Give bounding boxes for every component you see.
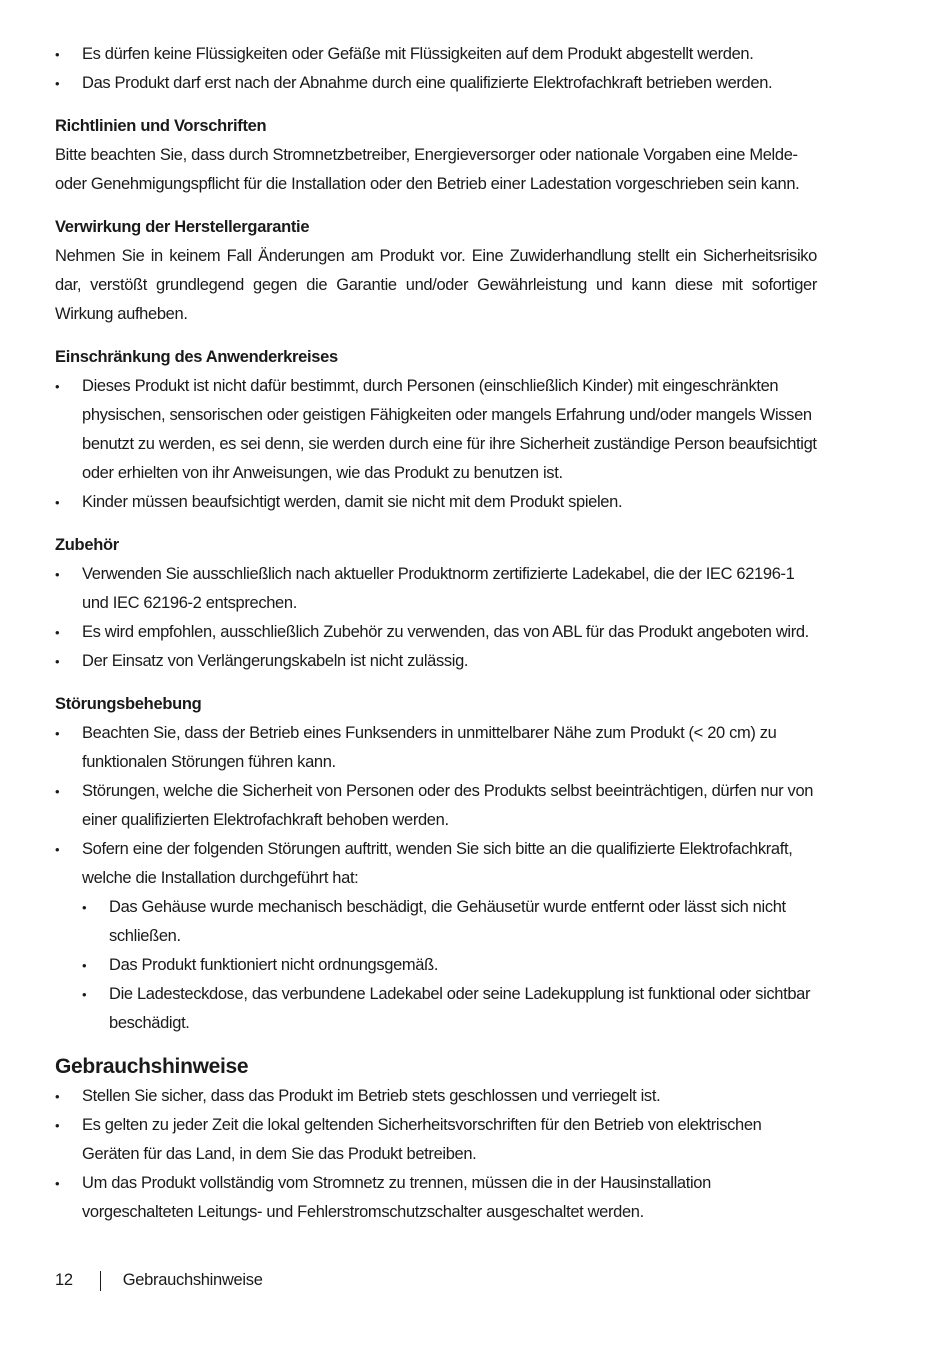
page-number: 12 [55,1271,73,1289]
zubehoer-list [55,560,817,676]
stoerung-list [55,719,817,1038]
stoerung-sublist [82,893,817,1038]
list-item: • Es dürfen keine Flüssigkeiten oder Gefäße mit Flüssigkeiten auf dem Produkt abgestellt werden. [55,40,817,69]
list-item-text: Sofern eine der folgenden Störungen auftritt, wenden Sie sich bitte an die qualifizierte Elektrofachkraft, welche die Installation durchgeführt hat: [82,840,793,887]
list-item: • Der Einsatz von Verlängerungskabeln ist nicht zulässig. [55,647,817,676]
sub-list-item: • Das Gehäuse wurde mechanisch beschädigt, die Gehäusetür wurde entfernt oder lässt sich nicht schließen. [82,893,817,951]
list-item: • Dieses Produkt ist nicht dafür bestimmt, durch Personen (einschließlich Kinder) mit eingeschränkten physischen, sensorischen oder geistigen Fähigkeiten oder mangels Erfahrung und/oder mangels Wissen benutzt zu werden, es sei denn, sie werden durch eine für ihre Sicherheit zuständige Person beaufsichtigt oder erhielten von ihr Anweisungen, wie das Produkt zu benutzen ist. [55,372,817,488]
list-item: • Kinder müssen beaufsichtigt werden, damit sie nicht mit dem Produkt spielen. [55,488,817,517]
intro-list [55,40,817,98]
list-item: • Verwenden Sie ausschließlich nach aktueller Produktnorm zertifizierte Ladekabel, die der IEC 62196-1 und IEC 62196-2 entsprechen. [55,560,817,618]
heading-garantie: Verwirkung der Herstellergarantie [55,218,310,236]
heading-anwenderkreis: Einschränkung des Anwenderkreises [55,348,338,366]
list-item: • Das Produkt darf erst nach der Abnahme durch eine qualifizierte Elektrofachkraft betrieben werden. [55,69,817,98]
heading-richtlinien: Richtlinien und Vorschriften [55,117,267,135]
gebrauch-list [55,1082,817,1227]
list-item: • Störungen, welche die Sicherheit von Personen oder des Produkts selbst beeinträchtigen, dürfen nur von einer qualifizierten Elektrofachkraft behoben werden. [55,777,817,835]
anwenderkreis-list [55,372,817,517]
list-item: • Um das Produkt vollständig vom Stromnetz zu trennen, müssen die in der Hausinstallation vorgeschalteten Leitungs- und Fehlerstromschutzschalter ausgeschaltet werden. [55,1169,817,1227]
document-page [55,40,817,1227]
list-item: • Es wird empfohlen, ausschließlich Zubehör zu verwenden, das von ABL für das Produkt angeboten wird. [55,618,817,647]
heading-gebrauch: Gebrauchshinweise [55,1055,249,1078]
footer-section-title: Gebrauchshinweise [122,1271,263,1289]
page-footer [55,1266,263,1295]
paragraph-garantie: Nehmen Sie in keinem Fall Änderungen am Produkt vor. Eine Zuwiderhandlung stellt ein Sicherheitsrisiko dar, verstößt grundlegend gegen die Garantie und/oder Gewährleistung und kann diese mit sofortiger Wirkung aufheben. [55,247,817,323]
list-item [55,835,817,1038]
sub-list-item: • Die Ladesteckdose, das verbundene Ladekabel oder seine Ladekupplung ist funktional oder sichtbar beschädigt. [82,980,817,1038]
list-item: • Stellen Sie sicher, dass das Produkt im Betrieb stets geschlossen und verriegelt ist. [55,1082,817,1111]
sub-list-item: • Das Produkt funktioniert nicht ordnungsgemäß. [82,951,817,980]
footer-divider [100,1271,101,1291]
heading-stoerung: Störungsbehebung [55,695,202,713]
heading-zubehoer: Zubehör [55,536,119,554]
paragraph-richtlinien: Bitte beachten Sie, dass durch Stromnetzbetreiber, Energieversorger oder nationale Vorgaben eine Melde- oder Genehmigungspflicht für die Installation oder den Betrieb einer Ladestation vorgeschrieben sein kann. [55,146,800,193]
list-item: • Es gelten zu jeder Zeit die lokal geltenden Sicherheitsvorschriften für den Betrieb von elektrischen Geräten für das Land, in dem Sie das Produkt betreiben. [55,1111,817,1169]
list-item: • Beachten Sie, dass der Betrieb eines Funksenders in unmittelbarer Nähe zum Produkt (< 20 cm) zu funktionalen Störungen führen kann. [55,719,817,777]
